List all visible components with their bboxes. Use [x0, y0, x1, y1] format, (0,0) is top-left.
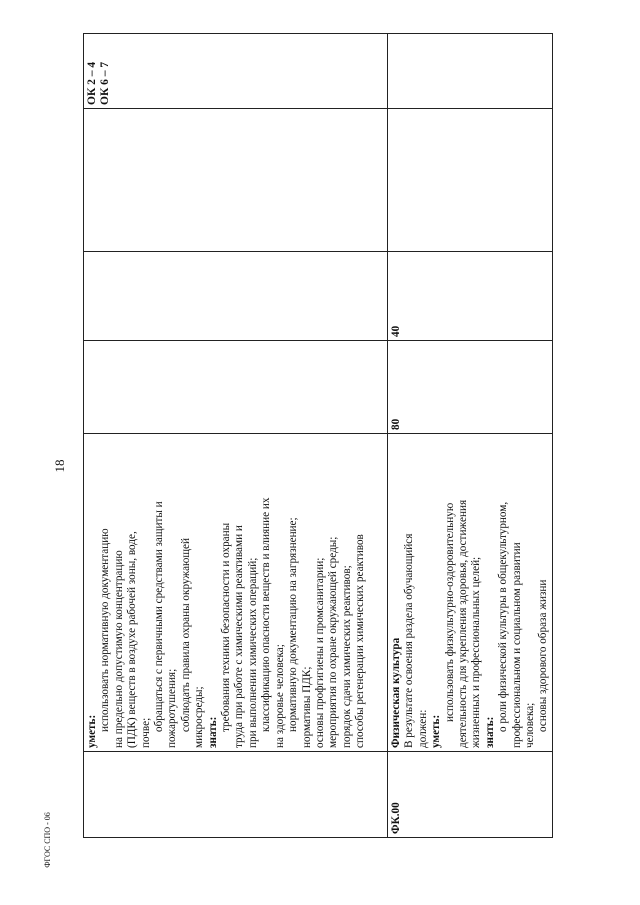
curriculum-table: [83, 33, 553, 838]
row1-content-cell: [83, 434, 387, 752]
content-line: способы регенерации химических реактивов: [354, 534, 367, 748]
content-line: деятельность для укрепления здоровья, достижения: [457, 499, 470, 748]
row2-max-load-cell: 80: [390, 418, 402, 430]
content-line: использовать физкультурно-оздоровительную: [443, 502, 456, 722]
content-line: пожаротушения;: [166, 668, 179, 748]
page-number: 18: [52, 459, 67, 473]
content-line: о роли физической культуры в общекультурном,: [497, 501, 510, 732]
curriculum-table-body: [83, 33, 553, 838]
content-line: использовать нормативную документацию: [99, 528, 112, 732]
row2-class-hours-cell: 40: [390, 325, 402, 337]
row1-competencies-cell: ОК 2 – 4 ОК 6 – 7: [86, 61, 112, 105]
content-line: (ПДК) веществ в воздухе рабочей зоны, воде,: [126, 531, 139, 748]
row1-discipline-cell: [83, 109, 387, 252]
content-line: нормативы ПДК;: [300, 666, 313, 748]
content-line: основы здорового образа жизни: [537, 579, 550, 732]
content-line: основы профгигиены и промсанитарии;: [313, 557, 326, 748]
content-line: соблюдать правила охраны окружающей: [179, 538, 192, 732]
content-line: на здоровье человека;: [273, 644, 286, 748]
row1-code-cell: [83, 752, 387, 838]
content-line: знать:: [483, 716, 496, 748]
content-line: В результате освоения раздела обучающийся: [403, 533, 416, 748]
row2-content-cell: [387, 434, 553, 752]
content-line: должен:: [416, 709, 429, 748]
content-line: человека;: [524, 702, 537, 748]
content-line: почве;: [139, 717, 152, 748]
content-line: микросреды;: [193, 686, 206, 748]
content-line: порядок сдачи химических реактивов;: [340, 565, 353, 748]
content-line: классификацию опасности веществ и влияние их: [260, 497, 273, 732]
row2-competencies-cell: [387, 33, 553, 109]
content-line: уметь:: [430, 714, 443, 748]
content-line: нормативную документацию на загрязнение;: [287, 517, 300, 732]
row2-discipline-cell: [387, 109, 553, 252]
content-line: профессиональном и социальном развитии: [510, 542, 523, 748]
footer-document-code: ФГОС СПО - 06: [43, 812, 52, 868]
content-line: обращаться с первичными средствами защиты и: [153, 501, 166, 732]
content-line: жизненных и профессиональных целей;: [470, 556, 483, 748]
content-line: при выполнении химических операций;: [246, 557, 259, 748]
content-line: требования техники безопасности и охраны: [220, 522, 233, 732]
row2-code-cell: ФК.00: [390, 802, 402, 834]
content-line: мероприятия по охране окружающей среды;: [327, 536, 340, 748]
row1-class-hours-cell: [83, 252, 387, 341]
content-line: Физическая культура: [390, 637, 402, 748]
content-line: на предельно допустимую концентрацию: [112, 550, 125, 748]
row1-max-load-cell: [83, 341, 387, 434]
content-line: уметь:: [86, 714, 98, 748]
content-line: знать:: [206, 716, 219, 748]
content-line: труда при работе с химическими реактивами и: [233, 525, 246, 748]
